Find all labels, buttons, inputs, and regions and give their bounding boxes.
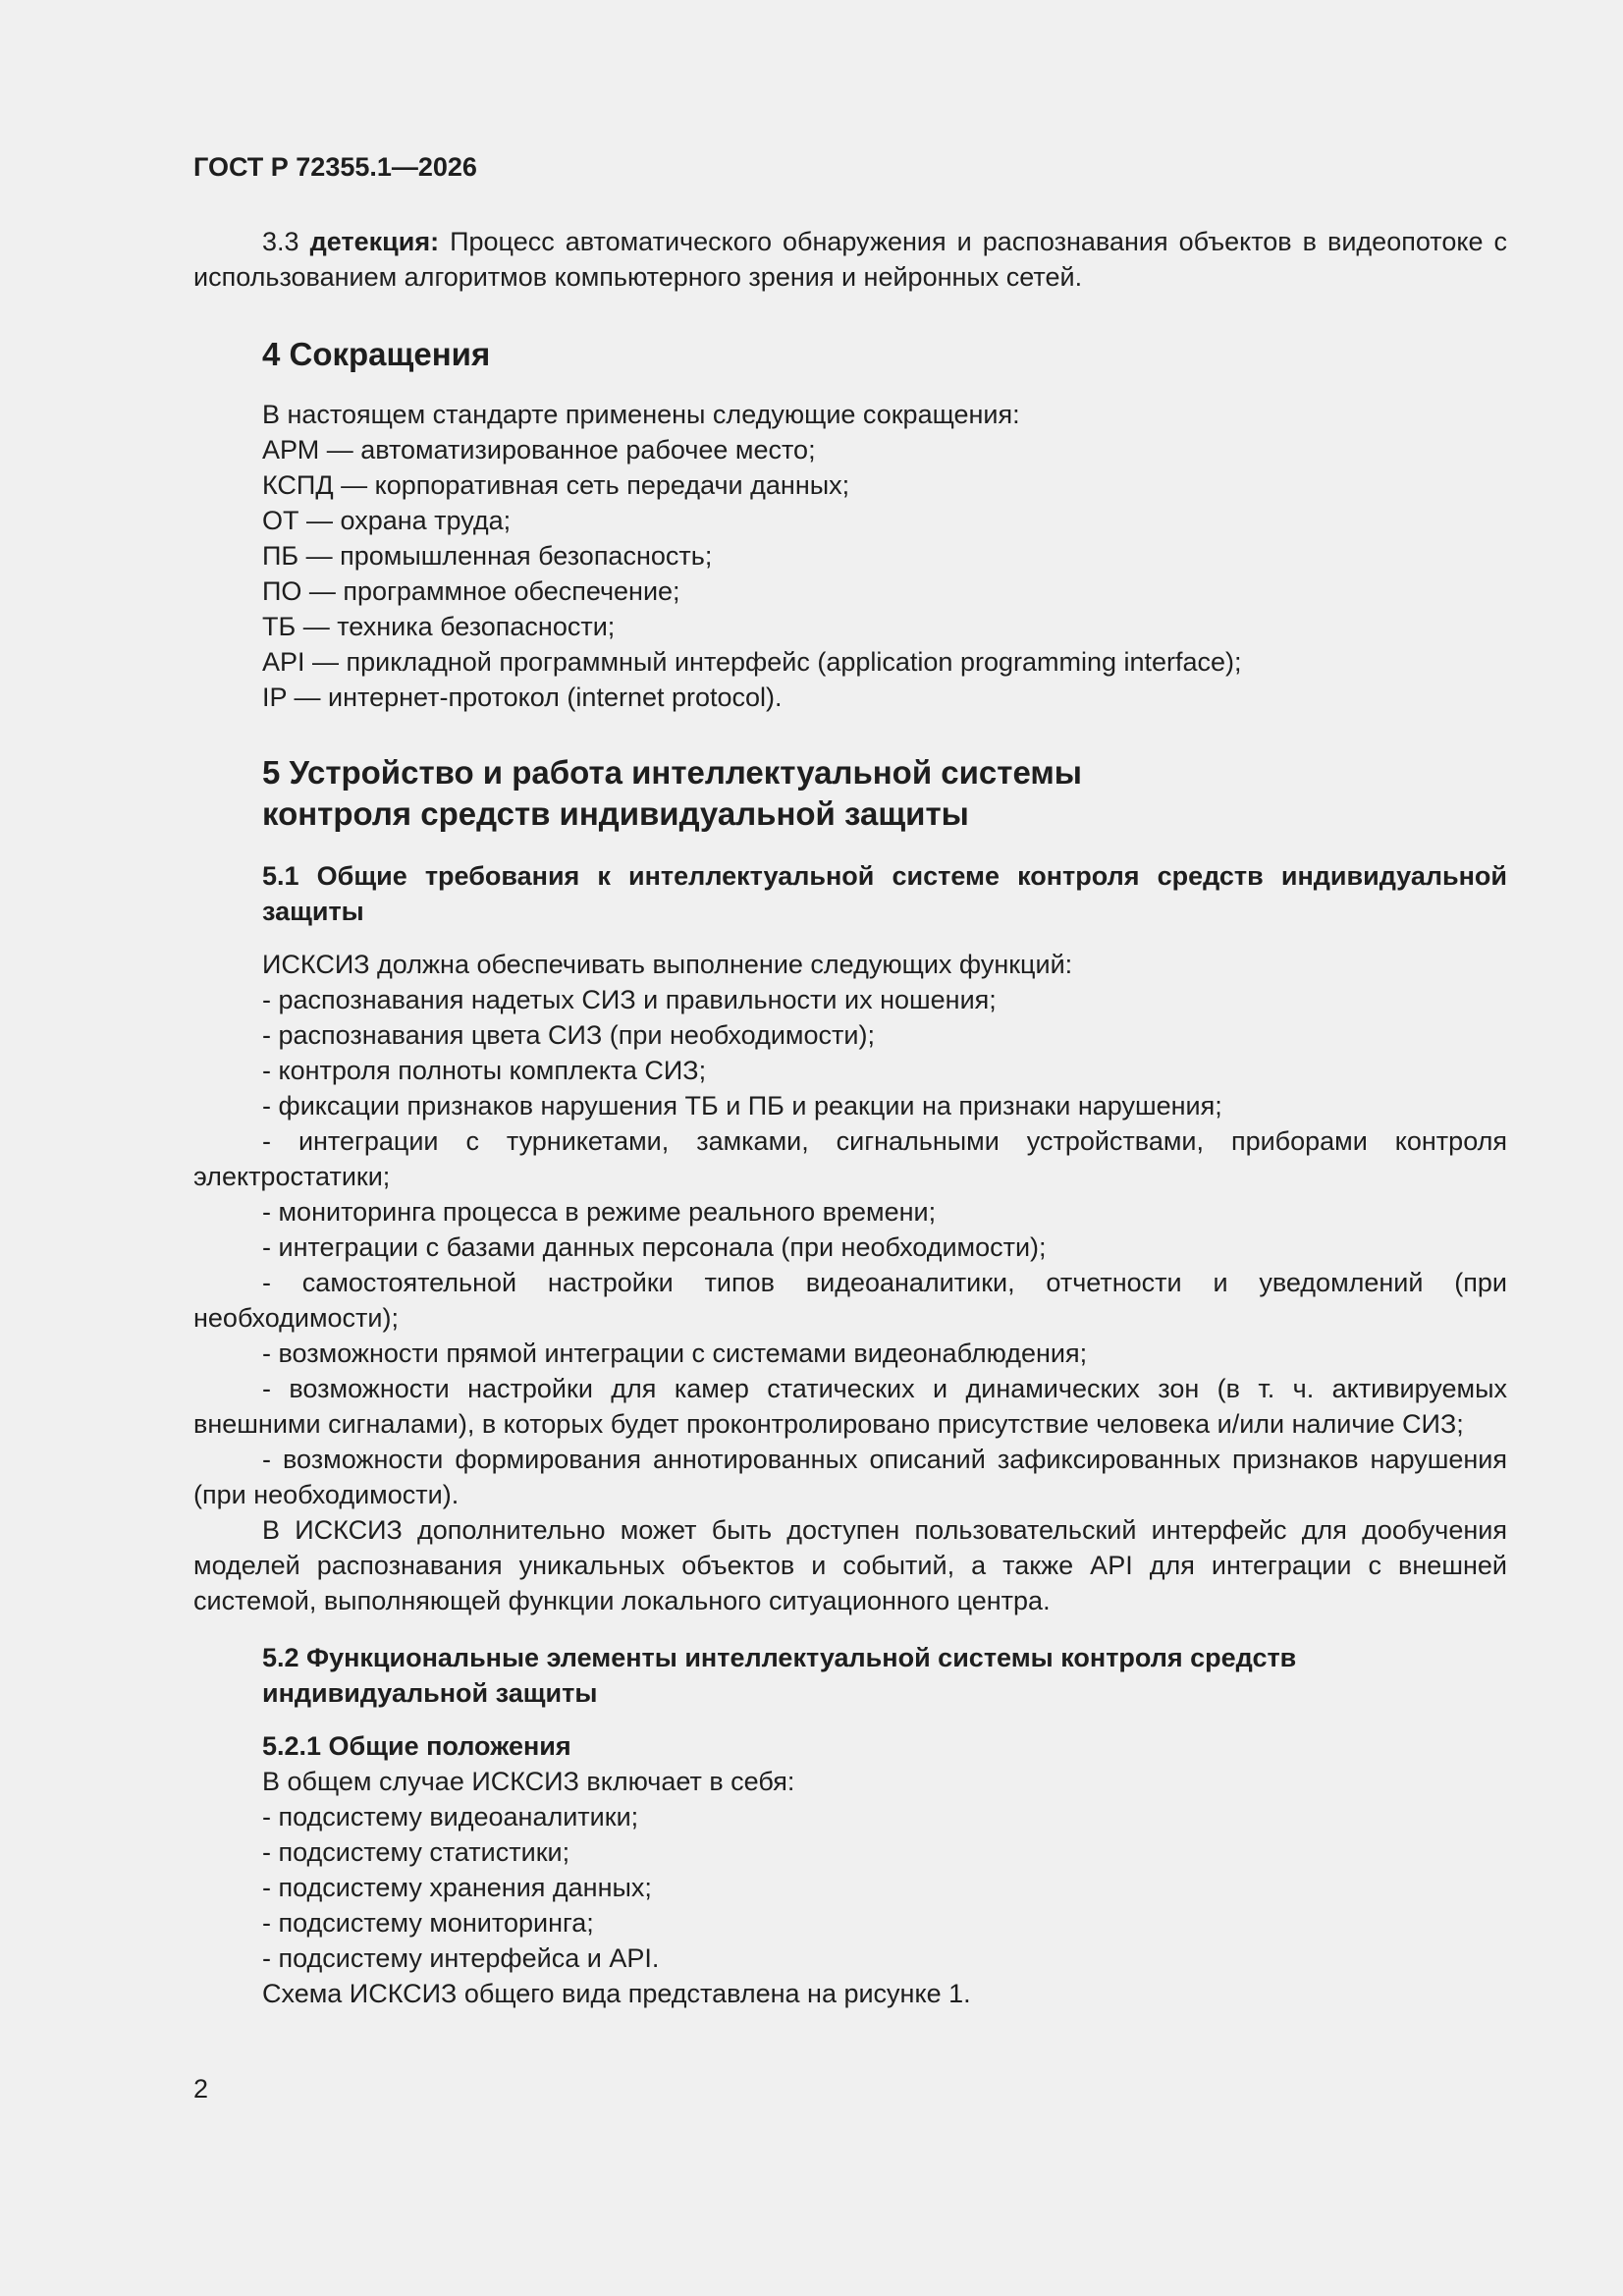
function-item: - мониторинга процесса в режиме реального времени; — [262, 1197, 937, 1227]
subsystem-item: - подсистему хранения данных; — [262, 1873, 652, 1902]
section-5-title-line2: контроля средств индивидуальной защиты — [262, 795, 969, 832]
section-5-2-title-line2: индивидуальной защиты — [262, 1678, 598, 1708]
section-5-1-closing: В ИСКСИЗ дополнительно может быть доступен пользовательский интерфейс для дообучения моделей распознавания уникальных объектов и событий, а также API для интеграции с внешней системой, выполняющей функции локального ситуационного центра. — [193, 1515, 1507, 1615]
subsystem-item: - подсистему мониторинга; — [262, 1908, 594, 1938]
abbreviation-item: IP — интернет-протокол (internet protocol). — [262, 683, 783, 712]
section-5-title-line1: 5 Устройство и работа интеллектуальной системы — [262, 754, 1082, 791]
term-3-3 — [193, 224, 1507, 295]
function-item: - распознавания надетых СИЗ и правильности их ношения; — [262, 985, 997, 1014]
term-name: детекция: — [309, 227, 440, 256]
subsystem-item: - подсистему интерфейса и API. — [262, 1943, 660, 1973]
abbreviation-item: API — прикладной программный интерфейс (application programming interface); — [262, 647, 1242, 677]
function-item: - фиксации признаков нарушения ТБ и ПБ и реакции на признаки нарушения; — [262, 1091, 1222, 1121]
term-definition: Процесс автоматического обнаружения и распознавания объектов в видеопотоке с использованием алгоритмов компьютерного зрения и нейронных сетей. — [193, 227, 1507, 292]
abbreviation-item: ОТ — охрана труда; — [262, 506, 512, 535]
function-item: - возможности прямой интеграции с системами видеонаблюдения; — [262, 1339, 1088, 1368]
abbreviation-item: ПО — программное обеспечение; — [262, 576, 680, 606]
section-4-title: 4 Сокращения — [262, 336, 491, 372]
section-5-1-title: 5.1 Общие требования к интеллектуальной системе контроля средств индивидуальной защиты — [262, 861, 1507, 926]
abbreviation-item: АРМ — автоматизированное рабочее место; — [262, 435, 816, 465]
term-number: 3.3 — [262, 227, 299, 256]
function-item: - интеграции с базами данных персонала (при необходимости); — [262, 1232, 1047, 1262]
abbreviation-item: ПБ — промышленная безопасность; — [262, 541, 713, 571]
document-body — [193, 224, 1507, 2011]
section-5-2-1-closing: Схема ИСКСИЗ общего вида представлена на рисунке 1. — [262, 1979, 971, 2008]
abbreviation-item: ТБ — техника безопасности; — [262, 612, 616, 641]
section-4-intro: В настоящем стандарте применены следующие сокращения: — [262, 400, 1020, 429]
section-5-2-title-line1: 5.2 Функциональные элементы интеллектуальной системы контроля средств — [262, 1643, 1297, 1672]
function-item: - интеграции с турникетами, замками, сигнальными устройствами, приборами контроля электростатики; — [193, 1126, 1507, 1191]
section-5-2-1-title: 5.2.1 Общие положения — [262, 1731, 571, 1761]
subsystem-item: - подсистему статистики; — [262, 1837, 570, 1867]
function-item: - самостоятельной настройки типов видеоаналитики, отчетности и уведомлений (при необходимости); — [193, 1268, 1507, 1333]
document-header: ГОСТ Р 72355.1—2026 — [193, 152, 477, 182]
section-5-1-intro: ИСКСИЗ должна обеспечивать выполнение следующих функций: — [262, 950, 1073, 979]
page-number: 2 — [193, 2074, 209, 2104]
function-item: - возможности настройки для камер статических и динамических зон (в т. ч. активируемых внешними сигналами), в которых будет проконтролировано присутствие человека и/или наличие СИЗ; — [193, 1374, 1507, 1439]
function-item: - возможности формирования аннотированных описаний зафиксированных признаков нарушения (при необходимости). — [193, 1445, 1507, 1509]
function-item: - распознавания цвета СИЗ (при необходимости); — [262, 1020, 875, 1050]
abbreviation-item: КСПД — корпоративная сеть передачи данных; — [262, 470, 850, 500]
section-5-2-1-intro: В общем случае ИСКСИЗ включает в себя: — [262, 1767, 795, 1796]
function-item: - контроля полноты комплекта СИЗ; — [262, 1056, 707, 1085]
subsystem-item: - подсистему видеоаналитики; — [262, 1802, 639, 1831]
